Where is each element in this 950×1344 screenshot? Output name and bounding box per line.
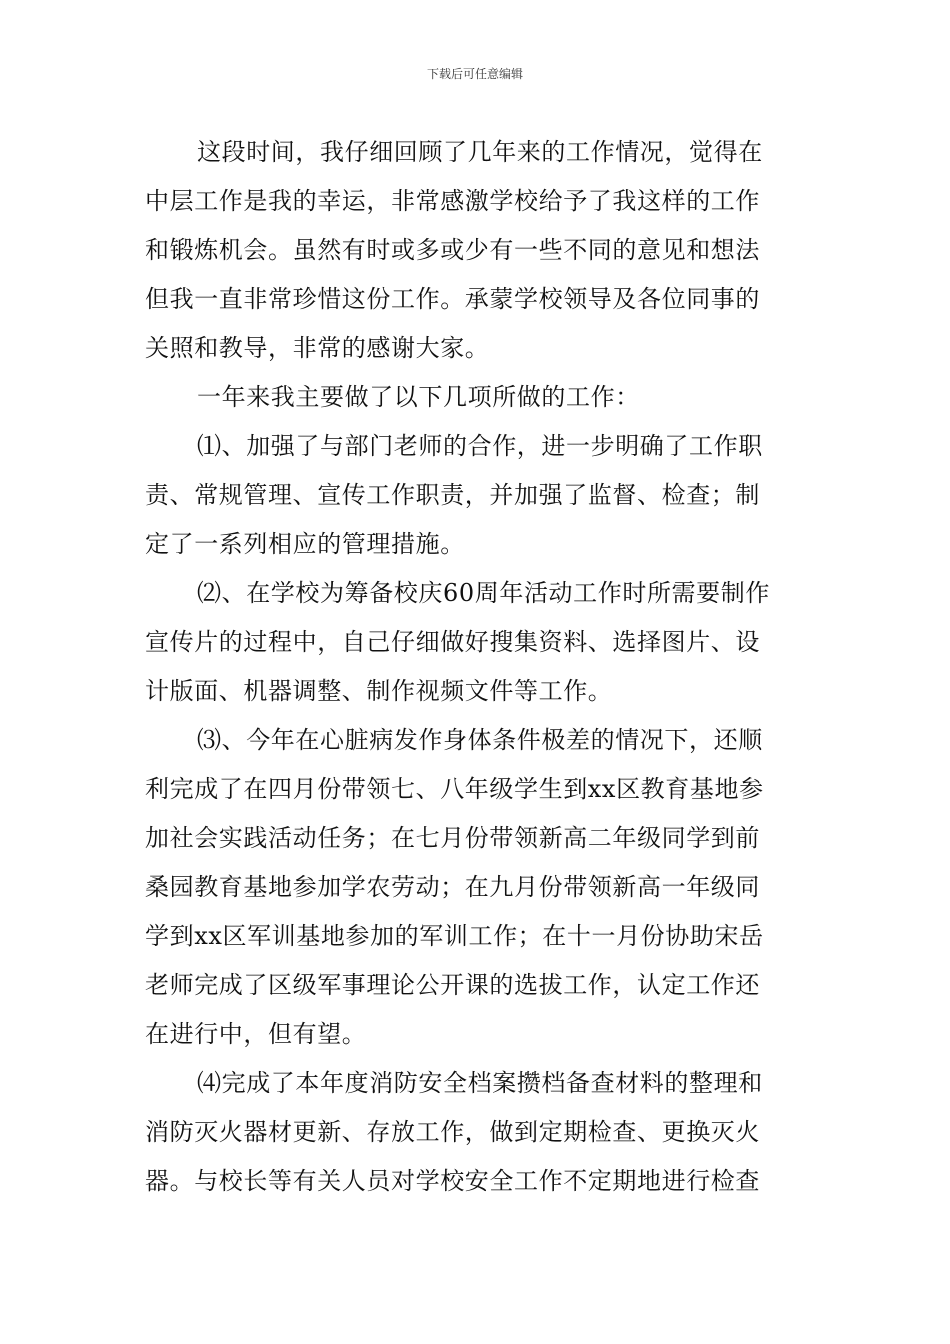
text-line: 定了一系列相应的管理措施。 xyxy=(145,530,465,558)
paragraph-intro xyxy=(145,128,807,373)
text-line: 宣传片的过程中，自己仔细做好搜集资料、选择图片、设 xyxy=(145,628,760,656)
page-header: 下载后可任意编辑 xyxy=(426,67,523,81)
text-line: 加社会实践活动任务；在七月份带领新高二年级同学到前 xyxy=(145,824,760,852)
text-line: ⑵、在学校为筹备校庆60周年活动工作时所需要制作 xyxy=(197,579,770,607)
text-line: 学到xx区军训基地参加的军训工作；在十一月份协助宋岳 xyxy=(145,922,764,950)
text-line: 老师完成了区级军事理论公开课的选拔工作，认定工作还 xyxy=(145,971,760,999)
text-line: 器。与校长等有关人员对学校安全工作不定期地进行检查 xyxy=(145,1167,760,1195)
text-line: ⑴、加强了与部门老师的合作，进一步明确了工作职 xyxy=(197,432,763,460)
text-line: 在进行中，但有望。 xyxy=(145,1020,367,1048)
text-line: 这段时间，我仔细回顾了几年来的工作情况，觉得在 xyxy=(197,138,763,166)
text-line: 但我一直非常珍惜这份工作。承蒙学校领导及各位同事的 xyxy=(145,285,760,313)
text-line: 责、常规管理、宣传工作职责，并加强了监督、检查；制 xyxy=(145,481,760,509)
text-line: ⑶、今年在心脏病发作身体条件极差的情况下，还顺 xyxy=(197,726,763,754)
text-line: 关照和教导，非常的感谢大家。 xyxy=(145,334,490,362)
document-body xyxy=(145,128,807,1206)
paragraph-summary-heading xyxy=(145,373,807,422)
text-line: 利完成了在四月份带领七、八年级学生到xx区教育基地参 xyxy=(145,775,764,803)
text-line: 计版面、机器调整、制作视频文件等工作。 xyxy=(145,677,613,705)
text-line: 桑园教育基地参加学农劳动；在九月份带领新高一年级同 xyxy=(145,873,760,901)
text-line: 中层工作是我的幸运，非常感激学校给予了我这样的工作 xyxy=(145,187,760,215)
paragraph-item-3 xyxy=(145,716,807,1059)
text-line: 和锻炼机会。虽然有时或多或少有一些不同的意见和想法 xyxy=(145,236,760,264)
text-line: ⑷完成了本年度消防安全档案攒档备查材料的整理和 xyxy=(197,1069,763,1097)
text-line: 消防灭火器材更新、存放工作，做到定期检查、更换灭火 xyxy=(145,1118,760,1146)
text-line: 一年来我主要做了以下几项所做的工作： xyxy=(197,383,640,411)
paragraph-item-1 xyxy=(145,422,807,569)
paragraph-item-2 xyxy=(145,569,807,716)
paragraph-item-4 xyxy=(145,1059,807,1206)
